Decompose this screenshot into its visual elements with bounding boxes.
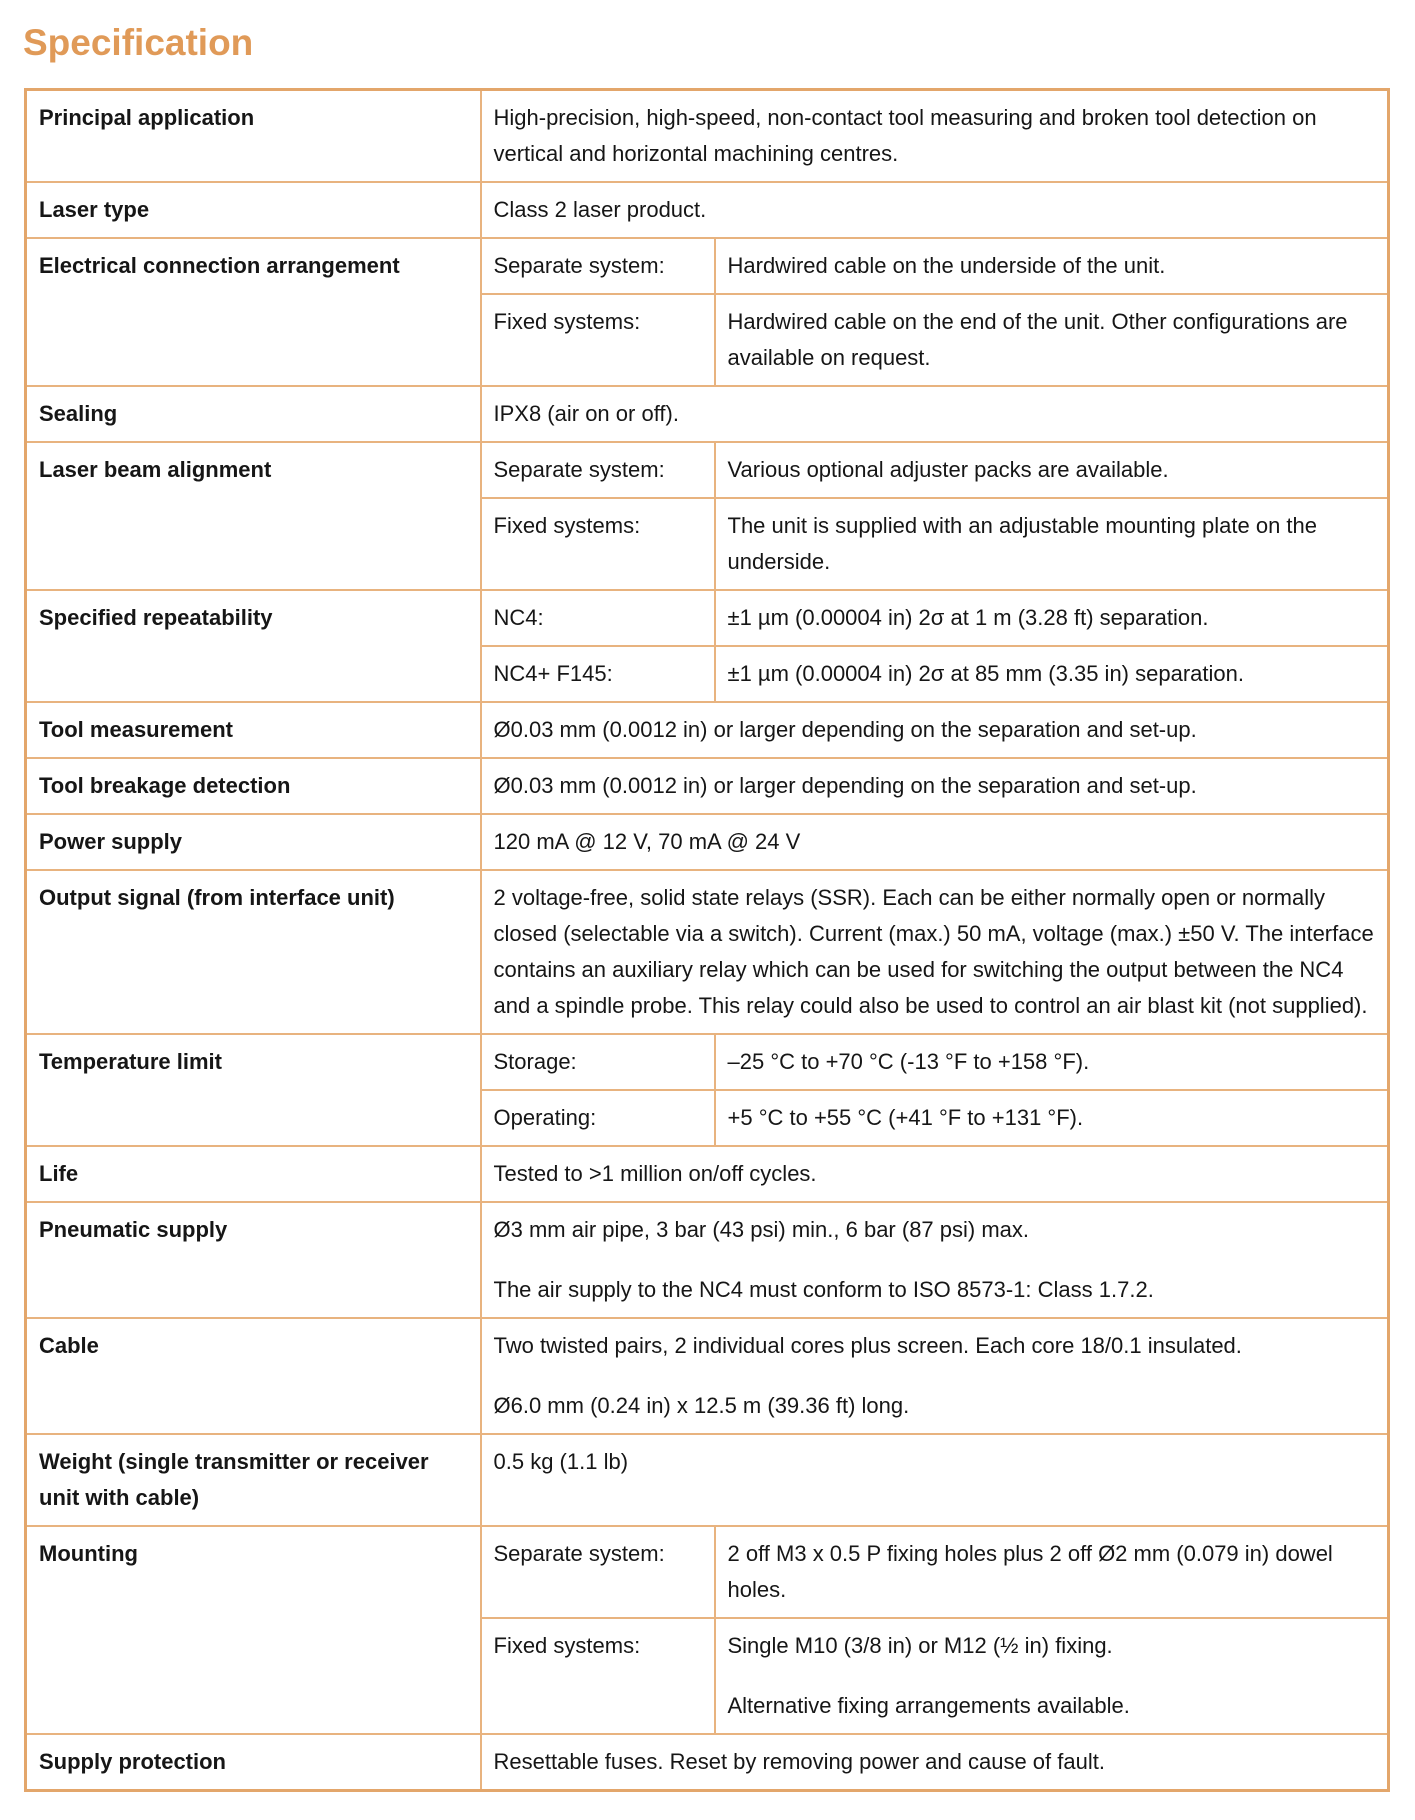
table-row [26, 870, 1389, 1034]
value-paragraph: High-precision, high-speed, non-contact tool measuring and broken tool detection on vertical and horizontal machining centres. [493, 105, 1317, 166]
value-paragraph: Two twisted pairs, 2 individual cores plus screen. Each core 18/0.1 insulated. [493, 1333, 1242, 1358]
value-paragraph: 120 mA @ 12 V, 70 mA @ 24 V [493, 829, 801, 854]
value-paragraph: Ø3 mm air pipe, 3 bar (43 psi) min., 6 bar (87 psi) max. [493, 1217, 1030, 1242]
value-paragraph: ±1 µm (0.00004 in) 2σ at 1 m (3.28 ft) separation. [727, 605, 1209, 630]
row-value [715, 1034, 1389, 1090]
row-label: Tool measurement [26, 702, 481, 758]
row-value [481, 1202, 1389, 1318]
row-value [481, 1146, 1389, 1202]
sub-label: NC4+ F145: [481, 646, 715, 702]
sub-label: Separate system: [481, 442, 715, 498]
table-row [26, 1146, 1389, 1202]
row-value [715, 1618, 1389, 1734]
sub-label: Fixed systems: [481, 1618, 715, 1734]
value-paragraph: Single M10 (3/8 in) or M12 (½ in) fixing. [727, 1633, 1113, 1658]
row-value [481, 758, 1389, 814]
row-label: Temperature limit [26, 1034, 481, 1146]
value-paragraph: 2 voltage-free, solid state relays (SSR). Each can be either normally open or normally closed (selectable via a switch). Current (max.) 50 mA, voltage (max.) ±50 V. The interface contains an auxiliary relay which can be used for switching the output between the NC4 and a spindle probe. This relay could also be used to control an air blast kit (not supplied). [493, 885, 1374, 1018]
value-paragraph: Hardwired cable on the end of the unit. Other configurations are available on request. [727, 309, 1348, 370]
row-value [715, 646, 1389, 702]
row-label: Output signal (from interface unit) [26, 870, 481, 1034]
row-value [481, 1734, 1389, 1791]
row-value [715, 498, 1389, 590]
row-value [481, 1434, 1389, 1526]
value-paragraph: +5 °C to +55 °C (+41 °F to +131 °F). [727, 1105, 1084, 1130]
row-value [481, 386, 1389, 442]
row-label: Supply protection [26, 1734, 481, 1791]
row-value [481, 182, 1389, 238]
row-label: Tool breakage detection [26, 758, 481, 814]
sub-label: NC4: [481, 590, 715, 646]
sub-label: Separate system: [481, 1526, 715, 1618]
sub-label: Storage: [481, 1034, 715, 1090]
table-row [26, 590, 1389, 646]
table-row [26, 1034, 1389, 1090]
page-title: Specification [23, 22, 254, 63]
sub-label: Separate system: [481, 238, 715, 294]
sub-label: Fixed systems: [481, 498, 715, 590]
table-row [26, 238, 1389, 294]
row-value [481, 702, 1389, 758]
value-paragraph: Ø6.0 mm (0.24 in) x 12.5 m (39.36 ft) long. [493, 1393, 910, 1418]
table-row [26, 1434, 1389, 1526]
specification-table [24, 88, 1390, 1792]
row-value [715, 442, 1389, 498]
row-label: Principal application [26, 90, 481, 183]
table-row [26, 1202, 1389, 1318]
row-value [715, 238, 1389, 294]
table-row [26, 442, 1389, 498]
table-row [26, 814, 1389, 870]
row-label: Cable [26, 1318, 481, 1434]
row-value [481, 1318, 1389, 1434]
table-row [26, 702, 1389, 758]
table-row [26, 182, 1389, 238]
table-row [26, 758, 1389, 814]
row-value [715, 590, 1389, 646]
table-row [26, 386, 1389, 442]
value-paragraph: Class 2 laser product. [493, 197, 707, 222]
value-paragraph: Ø0.03 mm (0.0012 in) or larger depending on the separation and set-up. [493, 717, 1197, 742]
value-paragraph: The unit is supplied with an adjustable mounting plate on the underside. [727, 513, 1317, 574]
table-row [26, 1318, 1389, 1434]
value-paragraph: Hardwired cable on the underside of the unit. [727, 253, 1166, 278]
value-paragraph: 0.5 kg (1.1 lb) [493, 1449, 629, 1474]
row-label: Pneumatic supply [26, 1202, 481, 1318]
sub-label: Fixed systems: [481, 294, 715, 386]
row-value [715, 1526, 1389, 1618]
value-paragraph: ±1 µm (0.00004 in) 2σ at 85 mm (3.35 in) separation. [727, 661, 1244, 686]
value-paragraph: 2 off M3 x 0.5 P fixing holes plus 2 off Ø2 mm (0.079 in) dowel holes. [727, 1541, 1333, 1602]
value-paragraph: Resettable fuses. Reset by removing power and cause of fault. [493, 1749, 1105, 1774]
row-label: Sealing [26, 386, 481, 442]
row-value [481, 814, 1389, 870]
table-row [26, 1526, 1389, 1618]
value-paragraph: IPX8 (air on or off). [493, 401, 679, 426]
row-label: Electrical connection arrangement [26, 238, 481, 386]
value-paragraph: Ø0.03 mm (0.0012 in) or larger depending on the separation and set-up. [493, 773, 1197, 798]
value-paragraph: Tested to >1 million on/off cycles. [493, 1161, 817, 1186]
row-label: Laser beam alignment [26, 442, 481, 590]
value-paragraph: –25 °C to +70 °C (-13 °F to +158 °F). [727, 1049, 1090, 1074]
row-label: Specified repeatability [26, 590, 481, 702]
row-value [481, 870, 1389, 1034]
table-row [26, 90, 1389, 183]
row-value [715, 294, 1389, 386]
sub-label: Operating: [481, 1090, 715, 1146]
value-paragraph: Various optional adjuster packs are available. [727, 457, 1169, 482]
value-paragraph: Alternative fixing arrangements available. [727, 1693, 1130, 1718]
row-label: Weight (single transmitter or receiver unit with cable) [26, 1434, 481, 1526]
row-label: Mounting [26, 1526, 481, 1734]
row-label: Power supply [26, 814, 481, 870]
table-row [26, 1734, 1389, 1791]
row-label: Laser type [26, 182, 481, 238]
value-paragraph: The air supply to the NC4 must conform to ISO 8573-1: Class 1.7.2. [493, 1277, 1154, 1302]
row-value [481, 90, 1389, 183]
row-label: Life [26, 1146, 481, 1202]
row-value [715, 1090, 1389, 1146]
